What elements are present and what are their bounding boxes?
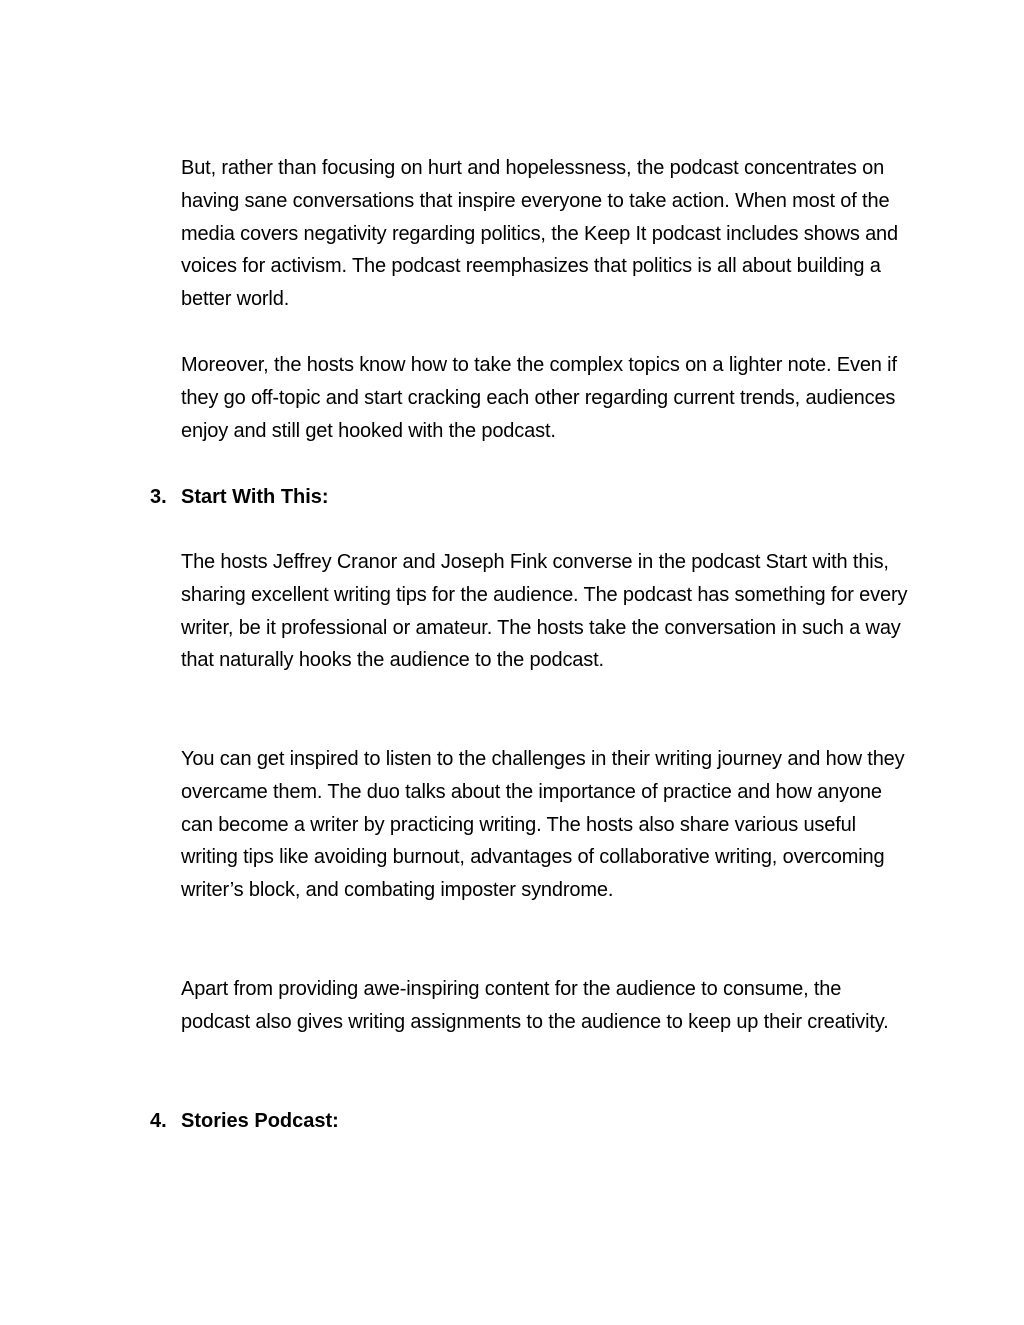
list-number: 4. [150,1110,167,1132]
paragraph-writing-assignments: Apart from providing awe-inspiring content for the audience to consume, the podcast also gives writing assignments to the audience to keep up their creativity. [181,978,889,1033]
section-heading-stories-podcast [150,1105,910,1138]
list-number: 3. [150,486,167,508]
paragraph-keep-it-activism: But, rather than focusing on hurt and hopelessness, the podcast concentrates on having sane conversations that inspire everyone to take action. When most of the media covers negativity regarding politics, the Keep It podcast includes shows and voices for activism. The podcast reemphasizes that politics is all about building a better world. [181,157,898,311]
section-heading-start-with-this [150,481,910,514]
heading-title: Start With This: [181,486,329,508]
paragraph-hosts-lighter-note: Moreover, the hosts know how to take the complex topics on a lighter note. Even if they go off-topic and start cracking each other regarding current trends, audiences enjoy and still get hooked with the podcast. [181,354,897,442]
paragraph-start-with-this-intro: The hosts Jeffrey Cranor and Joseph Fink converse in the podcast Start with this, sharing excellent writing tips for the audience. The podcast has something for every writer, be it professional or amateur. The hosts take the conversation in such a way that naturally hooks the audience to the podcast. [181,551,908,672]
heading-title: Stories Podcast: [181,1110,339,1132]
paragraph-writing-journey: You can get inspired to listen to the challenges in their writing journey and how they overcame them. The duo talks about the importance of practice and how anyone can become a writer by practicing writing. The hosts also share various useful writing tips like avoiding burnout, advantages of collaborative writing, overcoming writer’s block, and combating imposter syndrome. [181,748,905,902]
